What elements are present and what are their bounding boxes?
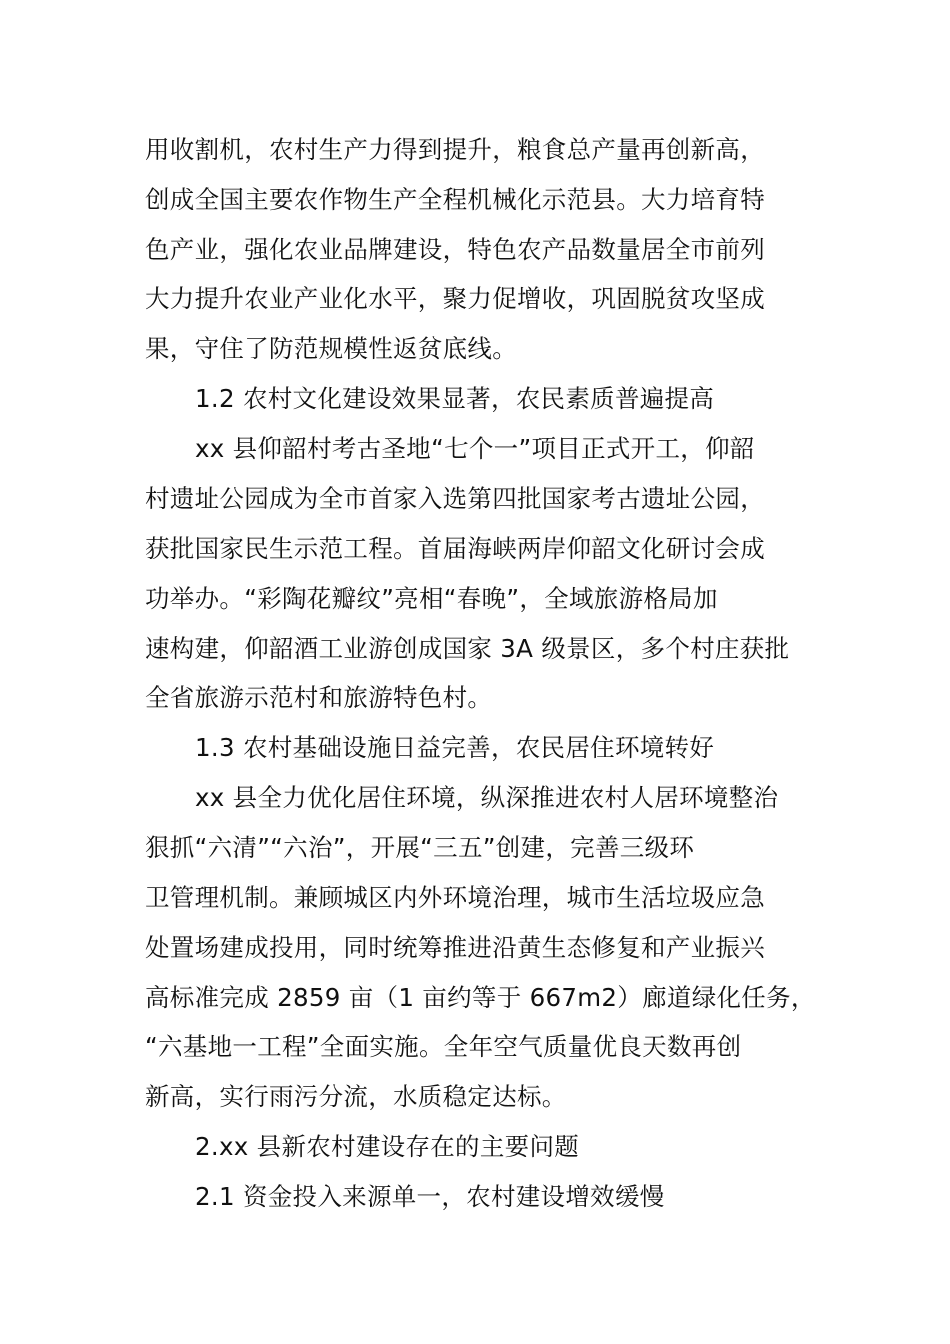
paragraph-line: 全省旅游示范村和旅游特色村。 — [145, 683, 493, 712]
paragraph-line: xx 县仰韶村考古圣地“七个一”项目正式开工，仰韶 — [195, 434, 755, 463]
paragraph-line: 用收割机，农村生产力得到提升，粮食总产量再创新高， — [145, 135, 765, 164]
paragraph-line: 果，守住了防范规模性返贫底线。 — [145, 334, 517, 363]
paragraph-line: 获批国家民生示范工程。首届海峡两岸仰韶文化研讨会成 — [145, 534, 765, 563]
paragraph-line: 村遗址公园成为全市首家入选第四批国家考古遗址公园， — [145, 484, 765, 513]
paragraph-line: 功举办。“彩陶花瓣纹”亮相“春晚”，全域旅游格局加 — [145, 584, 718, 613]
paragraph-line: 高标准完成 2859 亩（1 亩约等于 667m2）廊道绿化任务， — [145, 983, 816, 1012]
paragraph-line: 卫管理机制。兼顾城区内外环境治理，城市生活垃圾应急 — [145, 883, 765, 912]
paragraph-line: xx 县全力优化居住环境，纵深推进农村人居环境整治 — [195, 783, 779, 812]
paragraph-line: 处置场建成投用，同时统筹推进沿黄生态修复和产业振兴 — [145, 933, 765, 962]
section-heading: 1.2 农村文化建设效果显著，农民素质普遍提高 — [195, 384, 715, 413]
paragraph-line: 大力提升农业产业化水平，聚力促增收，巩固脱贫攻坚成 — [145, 284, 765, 313]
paragraph-line: 新高，实行雨污分流，水质稳定达标。 — [145, 1082, 567, 1111]
section-heading: 1.3 农村基础设施日益完善，农民居住环境转好 — [195, 733, 715, 762]
section-heading: 2.xx 县新农村建设存在的主要问题 — [195, 1132, 580, 1161]
paragraph-line: “六基地一工程”全面实施。全年空气质量优良天数再创 — [145, 1032, 742, 1061]
paragraph-line: 速构建，仰韶酒工业游创成国家 3A 级景区，多个村庄获批 — [145, 634, 790, 663]
paragraph-line: 创成全国主要农作物生产全程机械化示范县。大力培育特 — [145, 185, 765, 214]
paragraph-line: 色产业，强化农业品牌建设，特色农产品数量居全市前列 — [145, 235, 765, 264]
paragraph-line: 狠抓“六清”“六治”，开展“三五”创建，完善三级环 — [145, 833, 695, 862]
section-heading: 2.1 资金投入来源单一，农村建设增效缓慢 — [195, 1182, 665, 1211]
